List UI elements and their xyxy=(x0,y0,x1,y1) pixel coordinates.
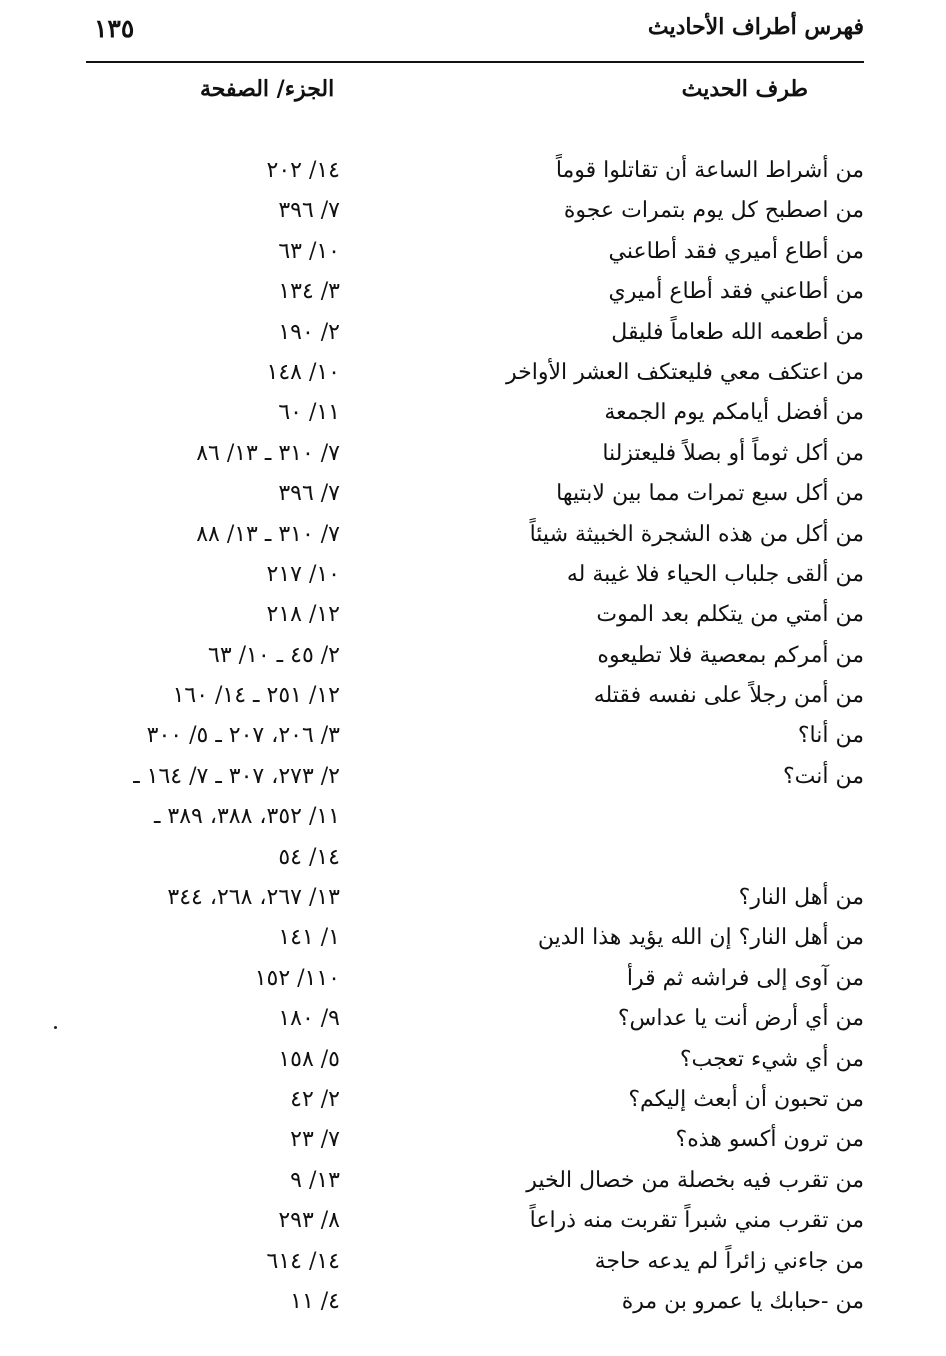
hadith-incipit: من أهل النار؟ إن الله يؤيد هذا الدين xyxy=(537,925,864,951)
volume-page-reference: ١٣/ ٢٦٧، ٢٦٨، ٣٤٤ xyxy=(167,885,340,911)
index-entry-row xyxy=(0,999,946,1039)
volume-page-reference: ٧/ ٣٩٦ xyxy=(278,198,340,224)
volume-page-reference: ١٢/ ٢٥١ ـ ١٤/ ١٦٠ xyxy=(172,683,340,709)
hadith-incipit: من أفضل أيامكم يوم الجمعة xyxy=(604,400,864,426)
index-entry-row xyxy=(0,1040,946,1080)
index-entry-row xyxy=(0,959,946,999)
hadith-incipit: من أنت؟ xyxy=(782,763,864,789)
index-entry-row xyxy=(0,838,946,878)
hadith-incipit: من اصطبح كل يوم بتمرات عجوة xyxy=(563,198,864,224)
hadith-incipit: من أطعمه الله طعاماً فليقل xyxy=(611,319,864,345)
hadith-incipit: من أكل سبع تمرات مما بين لابتيها xyxy=(556,481,864,507)
hadith-incipit: من أشراط الساعة أن تقاتلوا قوماً xyxy=(555,158,864,183)
hadith-incipit: من أمركم بمعصية فلا تطيعوه xyxy=(597,642,864,668)
index-entry-row xyxy=(0,595,946,635)
index-entry-row xyxy=(0,353,946,393)
volume-page-reference: ٩/ ١٨٠ xyxy=(278,1006,340,1032)
volume-page-reference: ٣/ ٢٠٦، ٢٠٧ ـ ٥/ ٣٠٠ xyxy=(146,723,340,749)
hadith-incipit: من أطاعني فقد أطاع أميري xyxy=(608,279,864,305)
index-entry-row xyxy=(0,676,946,716)
hadith-incipit: من ألقى جلباب الحياء فلا غيبة له xyxy=(566,561,864,587)
index-entry-row xyxy=(0,716,946,756)
index-entry-row xyxy=(0,474,946,514)
volume-page-reference: ٧/ ٢٣ xyxy=(290,1127,340,1153)
index-entry-row xyxy=(0,1282,946,1322)
index-entry-row xyxy=(0,1080,946,1120)
column-heading-hadith: طرف الحديث xyxy=(681,76,808,102)
index-entry-row xyxy=(0,232,946,272)
hadith-incipit: من أطاع أميري فقد أطاعني xyxy=(608,238,864,264)
volume-page-reference: ٣/ ١٣٤ xyxy=(278,279,340,305)
volume-page-reference: ٢/ ٢٧٣، ٣٠٧ ـ ٧/ ١٦٤ ـ xyxy=(133,763,340,789)
index-entry-row xyxy=(0,878,946,918)
index-entry-row xyxy=(0,1242,946,1282)
volume-page-reference: ٧/ ٣١٠ ـ ١٣/ ٨٦ xyxy=(196,440,340,466)
header-rule xyxy=(86,61,864,63)
hadith-incipit: من -حبابك يا عمرو بن مرة xyxy=(621,1288,864,1314)
hadith-incipit: من تقرب مني شبراً تقربت منه ذراعاً xyxy=(529,1208,864,1234)
hadith-incipit: من أي شيء تعجب؟ xyxy=(679,1046,864,1072)
hadith-incipit: من أهل النار؟ xyxy=(738,885,864,911)
index-entry-row xyxy=(0,515,946,555)
hadith-incipit: من أمتي من يتكلم بعد الموت xyxy=(596,602,864,628)
index-entry-row xyxy=(0,272,946,312)
volume-page-reference: ٢/ ٤٢ xyxy=(290,1086,340,1112)
index-entries xyxy=(0,151,946,1322)
column-heading-reference: الجزء/ الصفحة xyxy=(200,76,335,102)
volume-page-reference: ١٤/ ٥٤ xyxy=(278,844,340,870)
volume-page-reference: ١/ ١٤١ xyxy=(278,925,340,951)
volume-page-reference: ١٠/ ٦٣ xyxy=(278,238,340,264)
index-entry-row xyxy=(0,1201,946,1241)
index-entry-row xyxy=(0,1161,946,1201)
hadith-incipit: من آوى إلى فراشه ثم قرأ xyxy=(626,965,864,991)
index-entry-row xyxy=(0,555,946,595)
index-entry-row xyxy=(0,757,946,797)
index-entry-row xyxy=(0,313,946,353)
index-entry-row xyxy=(0,636,946,676)
volume-page-reference: ٧/ ٣١٠ ـ ١٣/ ٨٨ xyxy=(196,521,340,547)
volume-page-reference: ١١/ ٣٥٢، ٣٨٨، ٣٨٩ ـ xyxy=(153,804,340,830)
hadith-incipit: من اعتكف معي فليعتكف العشر الأواخر xyxy=(506,359,864,385)
volume-page-reference: ٧/ ٣٩٦ xyxy=(278,481,340,507)
hadith-incipit: من أكل ثوماً أو بصلاً فليعتزلنا xyxy=(602,440,864,466)
hadith-incipit: من أكل من هذه الشجرة الخبيثة شيئاً xyxy=(529,521,864,547)
volume-page-reference: ١٠/ ٢١٧ xyxy=(266,561,340,587)
index-entry-row xyxy=(0,918,946,958)
volume-page-reference: ٨/ ٢٩٣ xyxy=(278,1208,340,1234)
hadith-incipit: من ترون أكسو هذه؟ xyxy=(675,1127,864,1153)
page-number: ١٣٥ xyxy=(94,14,135,43)
volume-page-reference: ٢/ ٤٥ ـ ١٠/ ٦٣ xyxy=(208,642,340,668)
volume-page-reference: ٥/ ١٥٨ xyxy=(278,1046,340,1072)
volume-page-reference: ١٤/ ٦١٤ xyxy=(266,1248,340,1274)
print-speck xyxy=(54,1026,57,1029)
hadith-incipit: من أي أرض أنت يا عداس؟ xyxy=(617,1006,864,1032)
index-entry-row xyxy=(0,1120,946,1160)
volume-page-reference: ٢/ ١٩٠ xyxy=(278,319,340,345)
volume-page-reference: ١١/ ٦٠ xyxy=(278,400,340,426)
volume-page-reference: ١١٠/ ١٥٢ xyxy=(254,965,340,991)
index-entry-row xyxy=(0,393,946,433)
index-entry-row xyxy=(0,434,946,474)
volume-page-reference: ١٠/ ١٤٨ xyxy=(266,359,340,385)
index-entry-row xyxy=(0,151,946,191)
volume-page-reference: ٤/ ١١ xyxy=(290,1288,340,1314)
hadith-incipit: من جاءني زائراً لم يدعه حاجة xyxy=(594,1248,864,1274)
hadith-incipit: من تقرب فيه بخصلة من خصال الخير xyxy=(526,1167,864,1193)
hadith-incipit: من تحبون أن أبعث إليكم؟ xyxy=(628,1086,864,1112)
index-entry-row xyxy=(0,797,946,837)
running-header-title: فهرس أطراف الأحاديث xyxy=(647,14,864,40)
hadith-incipit: من أنا؟ xyxy=(797,723,864,749)
index-entry-row xyxy=(0,191,946,231)
volume-page-reference: ١٣/ ٩ xyxy=(290,1167,340,1193)
volume-page-reference: ١٤/ ٢٠٢ xyxy=(266,158,340,183)
volume-page-reference: ١٢/ ٢١٨ xyxy=(266,602,340,628)
hadith-incipit: من أمن رجلاً على نفسه فقتله xyxy=(593,683,864,709)
